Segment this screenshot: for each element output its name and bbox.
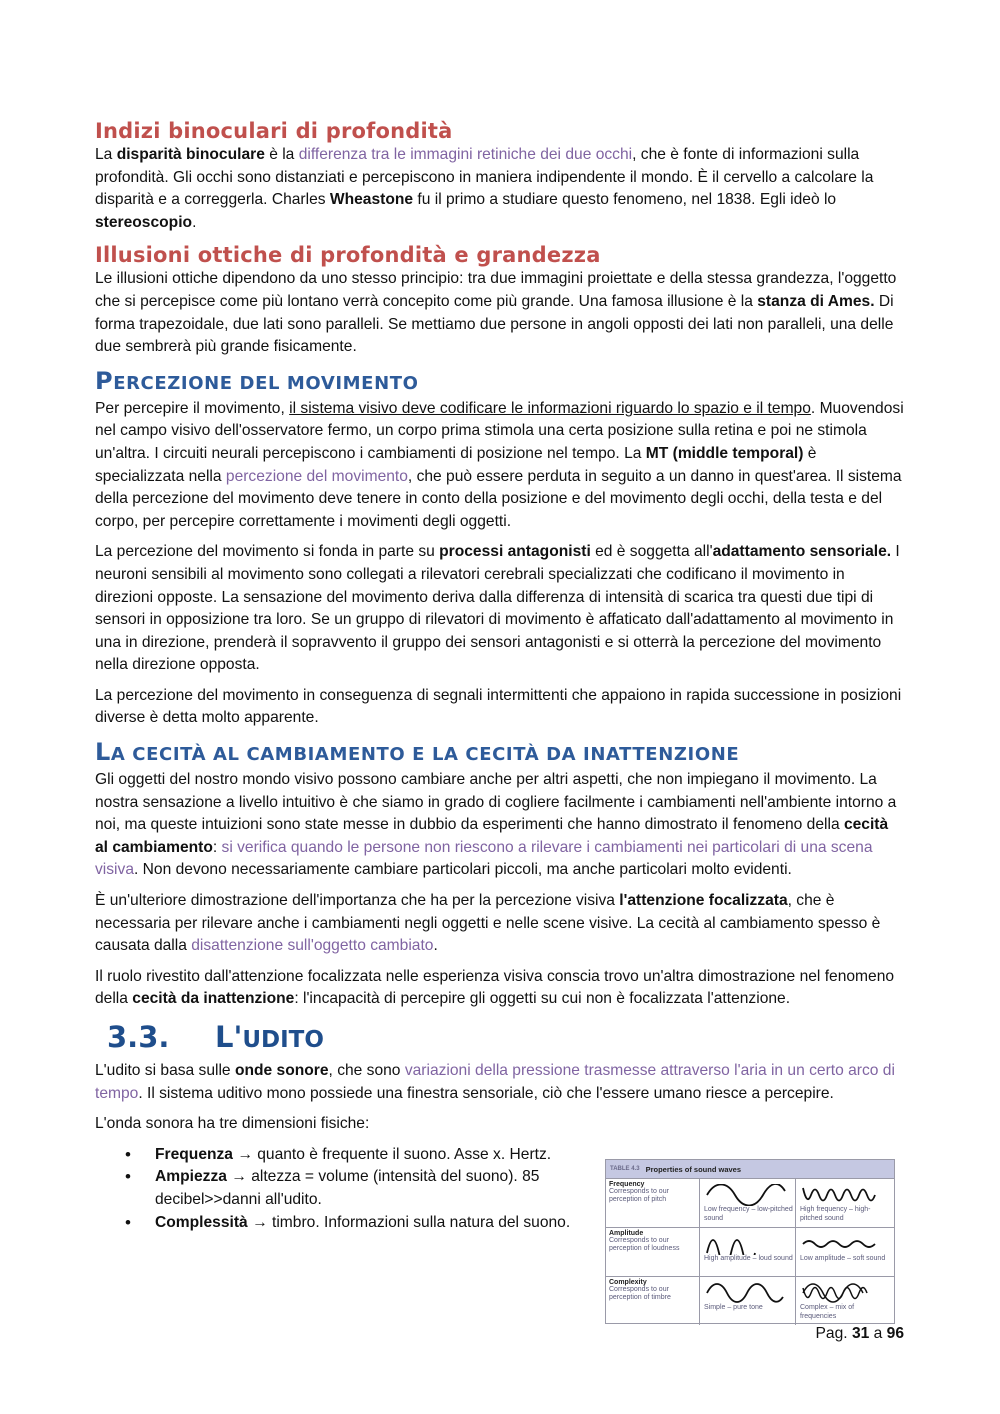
- section-title-movement: PERCEZIONE DEL MOVIMENTO: [95, 366, 419, 395]
- paragraph-blindness-1: Gli oggetti del nostro mondo visivo possono cambiare anche per altri aspetti, che non impiegano il movimento. La nostra sensazione a livello intuitivo è che siamo in grado di cogliere facilmente i cambiamenti nell'ambiente intorno a noi, ma queste intuizioni sono state messe in dubbio da esperimenti che hanno dimostrato il fenomeno della cecità al cambiamento: si verifica quando le persone non riescono a rilevare i cambiamenti nei particolari di una scena visiva. Non devono necessariamente cambiare particolari piccoli, ma anche particolari molto evidenti.: [95, 771, 897, 879]
- paragraph-hearing-2: L'onda sonora ha tre dimensioni fisiche:: [95, 1115, 370, 1133]
- complex-wave-icon: [801, 1282, 887, 1304]
- paragraph-movement-1: Per percepire il movimento, il sistema visivo deve codificare le informazioni riguardo lo spazio e il tempo. Muovendosi nel campo visivo dell'osservatore fermo, un corpo prima stimola una certa posizione sulla retina e poi ne stimola un'altra. I circuiti neurali percepiscono i cambiamenti di posizione nel tempo. La MT (middle temporal) è specializzata nella percezione del movimento, che può essere perduta in seguito a un danno in quest'area. Il sistema della percezione del movimento deve tenere in conto della posizione e del movimento degli occhi, della testa e del corpo, per percepire correttamente i movimenti degli oggetti.: [95, 399, 904, 530]
- high-frequency-wave-icon: [801, 1184, 887, 1206]
- high-amplitude-wave-icon: [705, 1233, 791, 1255]
- list-item: • Frequenza → quanto è frequente il suono. Asse x. Hertz.: [155, 1144, 575, 1167]
- paragraph-movement-3: La percezione del movimento in conseguenza di segnali intermittenti che appaiono in rapida successione in posizioni diverse è detta molto apparente.: [95, 686, 902, 727]
- paragraph-movement-2: La percezione del movimento si fonda in parte su processi antagonisti ed è soggetta all'adattamento sensoriale. I neuroni sensibili al movimento sono collegati a rilevatori cerebrali specializzati che codificano il movimento in direzioni opposte. La sensazione del movimento deriva dalla differenza di intensità di scarica tra questi due tipi di sensori in opposizione tra loro. Se un gruppo di rilevatori di movimento è affaticato dall'adattamento al movimento in una in direzione, prenderà il sopravvento il gruppo dei sensori antagonisti e si otterrà la percezione del movimento nella direzione opposta.: [95, 543, 900, 674]
- low-amplitude-wave-icon: [801, 1233, 887, 1255]
- paragraph-illusions: Le illusioni ottiche dipendono da uno stesso principio: tra due immagini proiettate e della stessa grandezza, l'oggetto che si percepisce come più lontano verrà concepito come più grande. Una famosa illusione è la stanza di Ames. Di forma trapezoidale, due lati sono paralleli. Se mettiamo due persone in angoli opposti dei lati non paralleli, una delle due sembrerà più grande fisicamente.: [95, 270, 897, 356]
- page-content: [95, 118, 905, 1234]
- paragraph-hearing-1: L'udito si basa sulle onde sonore, che sono variazioni della pressione trasmesse attraverso l'aria in un certo arco di tempo. Il sistema uditivo mono possiede una finestra sensoriale, ciò che l'essere umano riesce a percepire.: [95, 1062, 895, 1102]
- paragraph-blindness-3: Il ruolo rivestito dall'attenzione focalizzata nelle esperienza visiva conscia trovo un'altra dimostrazione nel fenomeno della cecità da inattenzione: l'incapacità di percepire gli oggetti su cui non è focalizzata l'attenzione.: [95, 967, 895, 1008]
- paragraph-binocular: La disparità binoculare è la differenza tra le immagini retiniche dei due occhi, che è fonte di informazioni sulla profondità. Gli occhi sono distanziati e percepiscono in maniera indipendente il mondo. È il cervello a calcolare la disparità e a correggerla. Charles Wheastone fu il primo a studiare questo fenomeno, nel 1838. Egli ideò lo stereoscopio.: [95, 146, 874, 231]
- paragraph-blindness-2: È un'ulteriore dimostrazione dell'importanza che ha per la percezione visiva l'attenzione focalizzata, che è necessaria per rilevare anche i cambiamenti negli oggetti e nelle scene visive. La cecità al cambiamento spesso è causata dalla disattenzione sull'oggetto cambiato.: [95, 892, 881, 955]
- simple-wave-icon: [705, 1282, 791, 1304]
- figure-row-complexity: Complexity Corresponds to our perception of timbre Simple – pure tone Complex – mix of frequencies: [606, 1276, 894, 1325]
- low-frequency-wave-icon: [705, 1184, 791, 1206]
- sound-dimensions-list: [95, 1144, 575, 1234]
- section-title-blindness: LA CECITÀ AL CAMBIAMENTO E LA CECITÀ DA INATTENZIONE: [95, 738, 740, 767]
- list-item: • Ampiezza → altezza = volume (intensità del suono). 85 decibel>>danni all'udito.: [155, 1166, 575, 1211]
- list-item: • Complessità → timbro. Informazioni sulla natura del suono.: [155, 1212, 575, 1235]
- sound-waves-table-figure: [605, 1159, 895, 1324]
- page-number-footer: Pag. 31 a 96: [815, 1325, 904, 1342]
- figure-row-amplitude: Amplitude Corresponds to our perception of loudness High amplitude – loud sound Low amplitude – soft sound: [606, 1227, 894, 1276]
- chapter-heading-hearing: 3.3. L'UDITO: [107, 1020, 324, 1054]
- figure-header: TABLE 4.3 Properties of sound waves: [606, 1160, 894, 1178]
- section-title-binocular: Indizi binoculari di profondità: [95, 119, 453, 143]
- section-title-illusions: Illusioni ottiche di profondità e grandezza: [95, 243, 601, 268]
- hearing-left-column: [95, 1113, 575, 1234]
- figure-row-frequency: Frequency Corresponds to our perception of pitch Low frequency – low-pitched sound High frequency – high-pitched sound: [606, 1178, 894, 1227]
